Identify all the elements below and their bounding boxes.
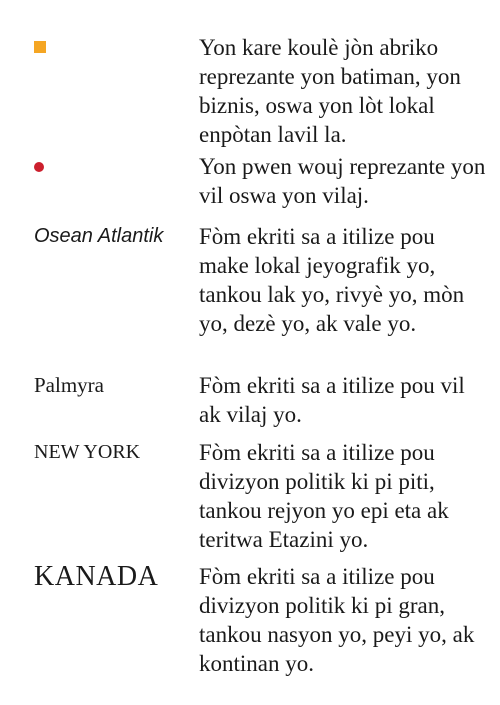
legend-description: Yon kare koulè jòn abriko reprezante yon batiman, yon biznis, oswa yon lòt lokal enpòtan lavil la. (199, 35, 461, 147)
red-dot-icon (34, 162, 44, 172)
orange-square-icon (34, 41, 46, 53)
legend-description: Fòm ekriti sa a itilize pou vil ak vilaj yo. (199, 373, 465, 427)
legend-description: Fòm ekriti sa a itilize pou divizyon politik ki pi piti, tankou rejyon yo epi eta ak teritwa Etazini yo. (199, 440, 449, 552)
legend-label: KANADA (34, 561, 159, 592)
legend-label: NEW YORK (34, 441, 141, 463)
legend-description: Yon pwen wouj reprezante yon vil oswa yon vilaj. (199, 154, 486, 208)
legend-label: Osean Atlantik (34, 225, 164, 247)
legend-label: Palmyra (34, 373, 104, 397)
legend-description: Fòm ekriti sa a itilize pou divizyon politik ki pi gran, tankou nasyon yo, peyi yo, ak kontinan yo. (199, 564, 475, 676)
legend-description: Fòm ekriti sa a itilize pou make lokal jeyografik yo, tankou lak yo, rivyè yo, mòn yo, dezè yo, ak vale yo. (199, 224, 465, 336)
